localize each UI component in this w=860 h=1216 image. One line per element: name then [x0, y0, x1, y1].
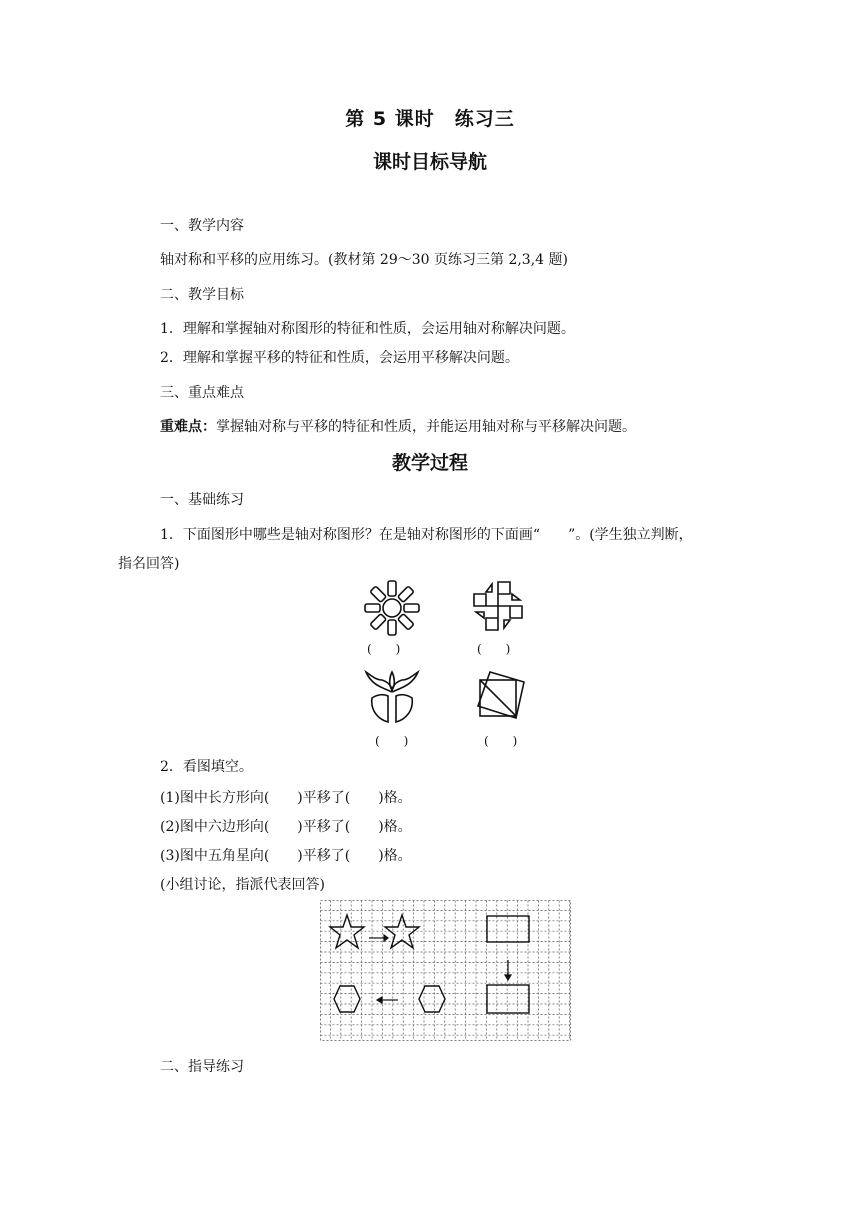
section-heading-content: 一、教学内容	[160, 218, 244, 234]
squares-figure	[472, 668, 528, 724]
sun-figure	[362, 578, 422, 638]
section-heading-keypoints: 三、重点难点	[160, 385, 244, 401]
keypoint-line	[160, 416, 636, 436]
goal-item-2: 2．理解和掌握平移的特征和性质，会运用平移解决问题。	[160, 350, 519, 366]
lesson-title: 第 5 课时 练习三	[345, 108, 515, 130]
part2-heading: 二、指导练习	[160, 1059, 244, 1075]
lesson-subtitle: 课时目标导航	[372, 151, 487, 173]
process-title: 教学过程	[391, 452, 468, 474]
translation-grid-figure	[320, 900, 572, 1042]
hexagon-left	[334, 986, 360, 1012]
question2-item-1: (1)图中长方形向( )平移了( )格。	[160, 790, 412, 806]
question1-line2: 指名回答)	[118, 556, 180, 572]
question2-item-3: (3)图中五角星向( )平移了( )格。	[160, 848, 412, 864]
question2-item-2: (2)图中六边形向( )平移了( )格。	[160, 819, 412, 835]
section-heading-goals: 二、教学目标	[160, 287, 244, 303]
answer-paren-4: ( )	[484, 734, 518, 748]
pinwheel-figure	[470, 578, 526, 634]
answer-paren-3: ( )	[375, 734, 409, 748]
section-content-text: 轴对称和平移的应用练习。(教材第 29～30 页练习三第 2,3,4 题)	[160, 252, 568, 268]
question1-line1: 1．下面图形中哪些是轴对称图形？在是轴对称图形的下面画“ ”。(学生独立判断，	[160, 527, 693, 543]
question2-title: 2．看图填空。	[160, 759, 253, 775]
question2-note: (小组讨论，指派代表回答)	[160, 877, 325, 893]
keypoint-label: 重难点：	[160, 419, 216, 435]
goal-item-1: 1．理解和掌握轴对称图形的特征和性质，会运用轴对称解决问题。	[160, 321, 575, 337]
keypoint-text: 掌握轴对称与平移的特征和性质，并能运用轴对称与平移解决问题。	[216, 419, 636, 435]
hexagon-right	[419, 986, 445, 1012]
answer-paren-1: ( )	[367, 642, 401, 656]
rectangle-original	[487, 916, 529, 942]
rectangle-moved	[487, 985, 529, 1013]
star-original	[330, 915, 364, 948]
part1-heading: 一、基础练习	[160, 492, 244, 508]
answer-paren-2: ( )	[477, 642, 511, 656]
tulip-figure	[362, 668, 422, 726]
